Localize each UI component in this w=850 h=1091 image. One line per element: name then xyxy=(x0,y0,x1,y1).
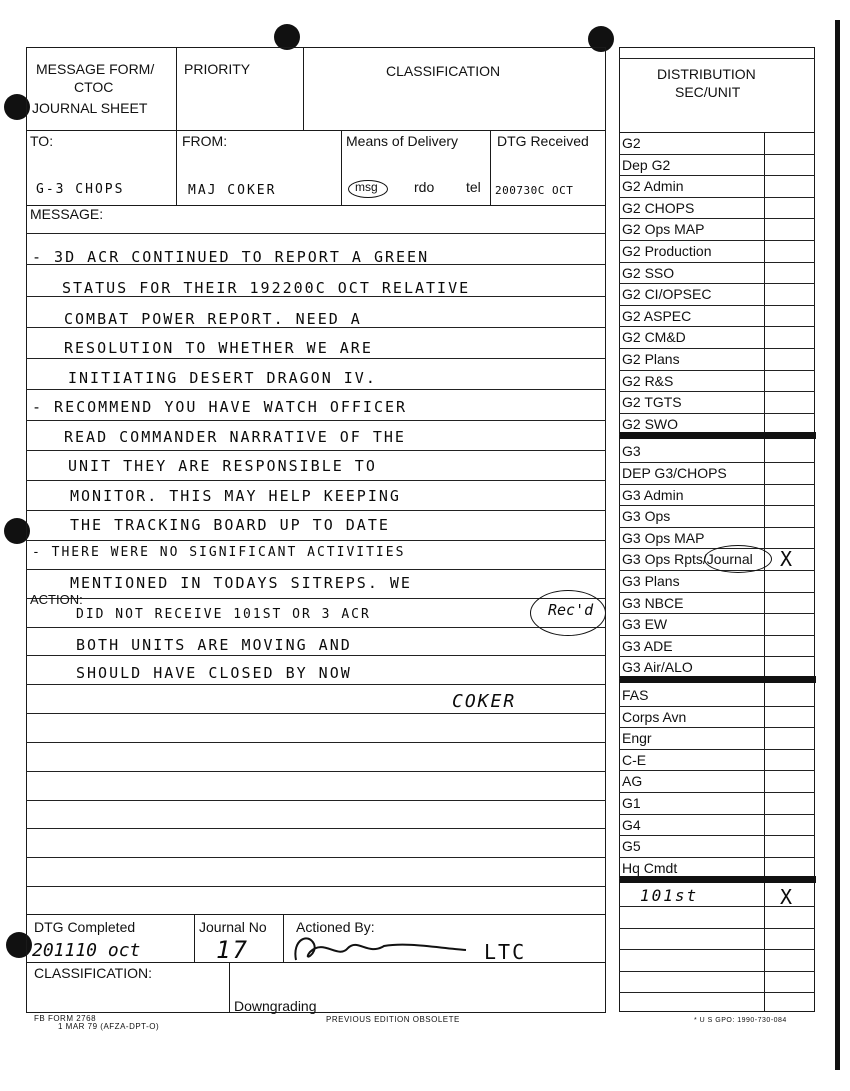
action-line-2: BOTH UNITS ARE MOVING AND xyxy=(76,636,352,654)
distribution-divider-bar-g3 xyxy=(620,676,816,683)
distribution-divider-bar-other xyxy=(620,876,816,883)
message-line-10: THE TRACKING BOARD UP TO DATE xyxy=(70,516,390,534)
rule-15 xyxy=(26,655,606,656)
routing-bottom-rule xyxy=(26,205,606,206)
rule-18 xyxy=(26,742,606,743)
distribution-divider-bar-g2 xyxy=(620,432,816,439)
footer-divider-2 xyxy=(283,914,284,962)
message-label: MESSAGE: xyxy=(30,206,104,222)
distribution-row-g3: G3 Ops xyxy=(622,508,671,525)
rule-8 xyxy=(26,450,606,451)
rule-20 xyxy=(26,800,606,801)
distribution-row-g2: G2 CHOPS xyxy=(622,199,695,216)
rule-12 xyxy=(26,569,606,570)
footer-classification-label: CLASSIFICATION: xyxy=(34,965,152,981)
distribution-row-g3: G3 EW xyxy=(622,616,668,633)
distribution-row-other: Engr xyxy=(622,730,652,747)
distribution-row-g2: G2 R&S xyxy=(622,372,674,389)
distribution-row-other: Corps Avn xyxy=(622,708,687,725)
distribution-header-2: SEC/UNIT xyxy=(675,84,741,100)
rule-23 xyxy=(26,886,606,887)
distribution-row-g2: G2 TGTS xyxy=(622,394,682,411)
routing-divider-3 xyxy=(490,130,491,205)
message-line-9: MONITOR. THIS MAY HELP KEEPING xyxy=(70,487,401,505)
means-tel: tel xyxy=(466,179,481,195)
header-divider-1 xyxy=(176,47,177,130)
dtg-completed-label: DTG Completed xyxy=(34,919,136,935)
means-msg: msg xyxy=(355,180,378,194)
rule-14 xyxy=(26,627,606,628)
distribution-row-g2: G2 CM&D xyxy=(622,329,686,346)
rule-9 xyxy=(26,480,606,481)
dtg-completed-value: 201110 oct xyxy=(32,940,141,961)
message-line-5: INITIATING DESERT DRAGON IV. xyxy=(68,369,377,387)
distribution-row-g3: DEP G3/CHOPS xyxy=(622,465,727,481)
message-line-2: STATUS FOR THEIR 192200C OCT RELATIVE xyxy=(62,279,471,297)
actioned-by-label: Actioned By: xyxy=(296,919,375,935)
rule-7 xyxy=(26,420,606,421)
rule-21 xyxy=(26,828,606,829)
rule-5 xyxy=(26,358,606,359)
distribution-row-g2: G2 Ops MAP xyxy=(622,221,705,238)
scan-edge xyxy=(835,20,840,1070)
message-line-8: UNIT THEY ARE RESPONSIBLE TO xyxy=(68,457,377,475)
action-line-1: DID NOT RECEIVE 101ST OR 3 ACR xyxy=(76,607,371,622)
action-label: ACTION: xyxy=(30,592,83,607)
message-line-7: READ COMMANDER NARRATIVE OF THE xyxy=(64,428,406,446)
message-line-1: - 3D ACR CONTINUED TO REPORT A GREEN xyxy=(32,248,430,266)
routing-divider-1 xyxy=(176,130,177,205)
distribution-row-g2: G2 xyxy=(622,135,641,151)
distribution-row-g2: G2 Admin xyxy=(622,178,684,195)
from-value: MAJ COKER xyxy=(188,183,277,198)
action-signature: COKER xyxy=(452,691,517,712)
from-label: FROM: xyxy=(182,133,228,149)
distribution-blank-rule xyxy=(619,992,815,993)
recd-note: Rec'd xyxy=(548,601,594,619)
rule-19 xyxy=(26,771,606,772)
to-label: TO: xyxy=(30,133,54,149)
distribution-row-g2: G2 ASPEC xyxy=(622,307,692,324)
rule-22 xyxy=(26,857,606,858)
distribution-row-g3: G3 Admin xyxy=(622,486,684,503)
distribution-row-other: AG xyxy=(622,773,643,790)
distribution-row-g2: G2 SWO xyxy=(622,415,679,432)
distribution-blank-rule xyxy=(619,949,815,950)
classification-label: CLASSIFICATION xyxy=(386,63,501,79)
form-title-ctoc: CTOC xyxy=(74,79,114,95)
distribution-row-other: Hq Cmdt xyxy=(622,859,678,876)
journal-no-label: Journal No xyxy=(199,919,267,935)
rule-17 xyxy=(26,713,606,714)
distribution-row-other: FAS xyxy=(622,687,649,703)
distribution-row-other: G1 xyxy=(622,795,641,811)
distribution-blank-rule xyxy=(619,928,815,929)
distribution-check-mark: X xyxy=(780,885,795,910)
distribution-row-other: C-E xyxy=(622,751,647,768)
downgrading-label: Downgrading xyxy=(234,998,317,1014)
footer-divider-3 xyxy=(229,962,230,1013)
distribution-header-top-rule xyxy=(619,58,815,59)
action-line-3: SHOULD HAVE CLOSED BY NOW xyxy=(76,664,352,682)
rule-13 xyxy=(26,598,606,599)
distribution-blank-rule xyxy=(619,971,815,972)
distribution-handwritten-entry: 101st xyxy=(640,886,699,906)
edition-note: PREVIOUS EDITION OBSOLETE xyxy=(326,1015,460,1024)
distribution-row-g2: G2 Production xyxy=(622,243,712,259)
distribution-row-g3: G3 Air/ALO xyxy=(622,659,693,676)
actioned-by-value: LTC xyxy=(484,940,527,964)
distribution-row-g2: G2 Plans xyxy=(622,351,680,367)
message-line-4: RESOLUTION TO WHETHER WE ARE xyxy=(64,339,373,357)
rule-16 xyxy=(26,684,606,685)
form-id: FB FORM 2768 xyxy=(34,1014,97,1023)
footer-divider-1 xyxy=(194,914,195,962)
message-line-11: - THERE WERE NO SIGNIFICANT ACTIVITIES xyxy=(32,545,406,560)
header-divider-2 xyxy=(303,47,304,130)
journal-check-mark: X xyxy=(780,547,795,572)
rule-11 xyxy=(26,540,606,541)
distribution-row-g3: G3 Plans xyxy=(622,573,680,589)
distribution-row-g3: G3 xyxy=(622,443,641,460)
to-value: G-3 CHOPS xyxy=(36,182,125,197)
distribution-row-g3: G3 Ops MAP xyxy=(622,529,705,546)
message-line-12: MENTIONED IN TODAYS SITREPS. WE xyxy=(70,574,412,592)
dtg-received-value: 200730C OCT xyxy=(495,184,574,197)
distribution-row-g2: G2 SSO xyxy=(622,264,675,281)
rule-1 xyxy=(26,233,606,234)
routing-divider-2 xyxy=(341,130,342,205)
message-line-3: COMBAT POWER REPORT. NEED A xyxy=(64,310,362,328)
distribution-row-g2: Dep G2 xyxy=(622,156,671,173)
actioned-by-signature xyxy=(288,930,478,966)
distribution-row-other: G4 xyxy=(622,816,641,833)
rule-10 xyxy=(26,510,606,511)
distribution-row-g3: G3 NBCE xyxy=(622,594,684,611)
form-title-journal: JOURNAL SHEET xyxy=(32,100,148,116)
header-bottom-rule xyxy=(26,130,606,131)
rule-6 xyxy=(26,389,606,390)
distribution-row-other: G5 xyxy=(622,838,641,855)
dtg-received-label: DTG Received xyxy=(497,133,589,149)
priority-label: PRIORITY xyxy=(184,61,251,77)
form-title: MESSAGE FORM/ xyxy=(36,61,155,77)
distribution-row-g2: G2 CI/OPSEC xyxy=(622,286,712,303)
gpo-note: * U S GPO: 1990-730-084 xyxy=(694,1017,787,1024)
means-rdo: rdo xyxy=(414,179,435,195)
message-line-6: - RECOMMEND YOU HAVE WATCH OFFICER xyxy=(32,398,408,416)
footer-top-rule xyxy=(26,914,606,915)
distribution-row-g3: G3 ADE xyxy=(622,637,673,654)
distribution-row-g3: G3 Ops Rpts/Journal xyxy=(622,551,753,568)
form-date: 1 MAR 79 (AFZA-DPT-O) xyxy=(58,1022,160,1031)
means-of-delivery-label: Means of Delivery xyxy=(346,133,459,149)
distribution-header-1: DISTRIBUTION xyxy=(657,66,756,82)
journal-no-value: 17 xyxy=(216,936,249,964)
